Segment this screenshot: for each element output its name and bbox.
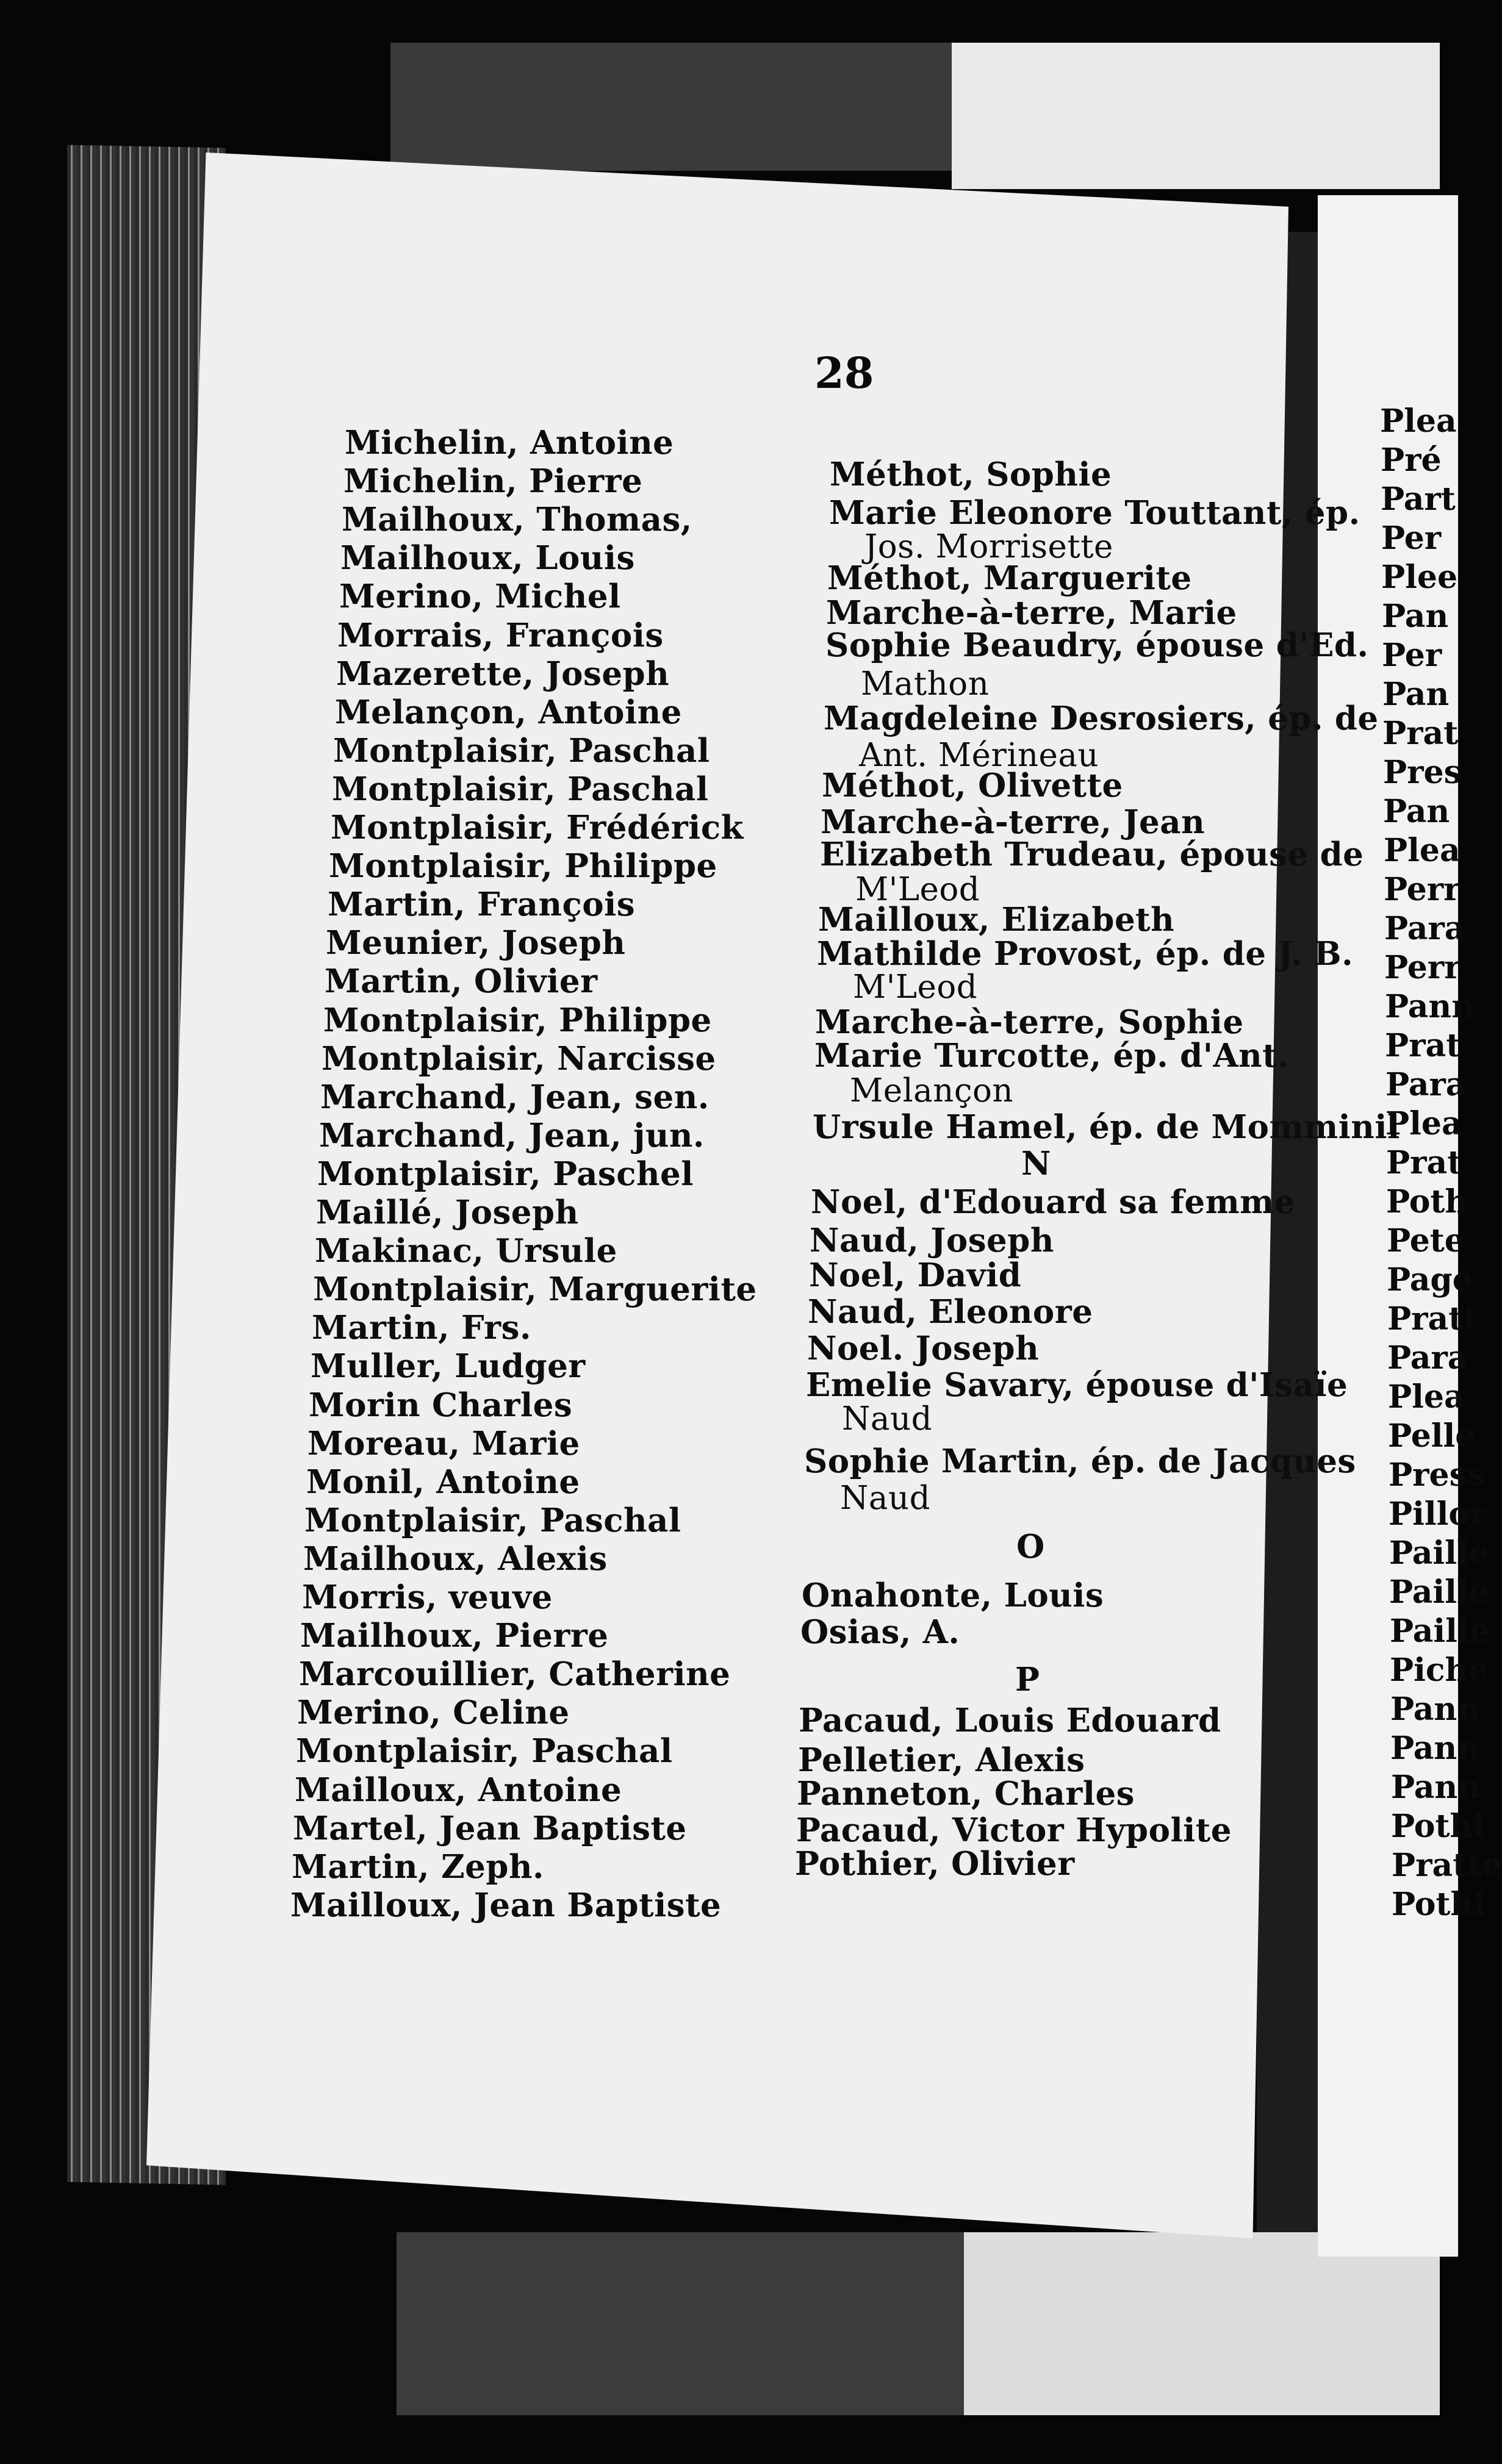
page-number: 28	[814, 348, 874, 398]
name-entry: Mathilde Provost, ép. de J. B.	[817, 935, 1354, 973]
name-entry: Mailhoux, Thomas,	[342, 501, 692, 539]
section-letter: N	[1021, 1145, 1051, 1183]
name-entry: Pothier, Olivier	[795, 1845, 1075, 1883]
name-entry: Melançon, Antoine	[335, 693, 682, 731]
adjacent-page-line: Para	[1385, 1066, 1467, 1103]
name-entry: Naud, Joseph	[810, 1222, 1054, 1259]
name-entry: Sophie Martin, ép. de Jacques	[804, 1442, 1356, 1480]
adjacent-page-line: Pann	[1391, 1769, 1481, 1806]
name-entry: Makinac, Ursule	[315, 1232, 617, 1270]
adjacent-page-line: Para	[1384, 910, 1465, 947]
name-entry: Naud, Eleonore	[808, 1293, 1093, 1331]
adjacent-page-line: Para	[1387, 1339, 1468, 1377]
name-entry: Méthot, Marguerite	[827, 559, 1192, 597]
name-entry: Mazerette, Joseph	[336, 655, 670, 693]
adjacent-page-line: Plea	[1388, 1378, 1465, 1416]
name-entry: Mailhoux, Pierre	[300, 1617, 609, 1655]
name-entry: Monil, Antoine	[306, 1463, 580, 1501]
name-entry: Martin, François	[328, 886, 636, 923]
name-entry: Montplaisir, Marguerite	[313, 1270, 757, 1308]
name-entry: Montplaisir, Paschal	[296, 1732, 673, 1770]
name-entry: Méthot, Olivette	[822, 767, 1123, 804]
adjacent-page-line: Plea	[1380, 403, 1457, 440]
name-entry: Meunier, Joseph	[326, 924, 626, 962]
adjacent-page-line: Pagé	[1387, 1261, 1473, 1298]
name-entry: Martel, Jean Baptiste	[293, 1810, 687, 1847]
adjacent-page-line: Piche	[1390, 1652, 1489, 1689]
adjacent-page-line: Pothi	[1392, 1886, 1486, 1923]
adjacent-page-line: Pann	[1385, 988, 1475, 1025]
name-entry: Mailloux, Elizabeth	[818, 901, 1175, 939]
adjacent-page-line: Per	[1381, 520, 1442, 557]
name-entry: Martin, Zeph.	[292, 1848, 544, 1886]
name-entry: Martin, Olivier	[325, 962, 598, 1000]
name-entry: Montplaisir, Paschal	[304, 1502, 681, 1539]
name-entry: Marie Eleonore Touttant, ép.	[829, 494, 1360, 532]
adjacent-page-line: Pann	[1390, 1691, 1481, 1728]
entry-continuation: Mathon	[861, 665, 990, 703]
name-entry: Magdeleine Desrosiers, ép. de	[824, 700, 1379, 737]
name-entry: Mailloux, Antoine	[295, 1771, 622, 1809]
name-entry: Maillé, Joseph	[316, 1194, 579, 1231]
entry-continuation: Jos. Morrisette	[864, 528, 1113, 565]
name-entry: Mailloux, Jean Baptiste	[290, 1886, 722, 1924]
name-entry: Montplaisir, Philippe	[323, 1001, 712, 1039]
adjacent-page-line: Paille	[1389, 1535, 1489, 1572]
adjacent-page-line: Pothi	[1391, 1808, 1485, 1845]
adjacent-page-line: Prat	[1386, 1144, 1462, 1181]
name-entry: Noel. Joseph	[807, 1330, 1040, 1367]
adjacent-page-line: Perr	[1384, 871, 1461, 908]
name-entry: Morrais, François	[337, 617, 664, 654]
name-entry: Montplaisir, Paschel	[317, 1155, 694, 1193]
name-entry: Moreau, Marie	[307, 1425, 580, 1463]
adjacent-page-line: Pré	[1381, 442, 1442, 479]
adjacent-page-line: Plea	[1384, 832, 1461, 869]
name-entry: Merino, Michel	[339, 578, 621, 615]
adjacent-page-line: Pratte	[1392, 1847, 1502, 1884]
name-entry: Martin, Frs.	[312, 1309, 531, 1347]
name-entry: Ursule Hamel, ép. de Momminil	[813, 1108, 1400, 1146]
name-entry: Michelin, Pierre	[343, 462, 643, 500]
name-entry: Montplaisir, Frédérick	[331, 809, 744, 847]
name-entry: Morris, veuve	[302, 1578, 553, 1616]
bottom-scan-strip-light	[964, 2232, 1440, 2415]
adjacent-page-line: Pan	[1383, 793, 1450, 830]
adjacent-page-line: Prat	[1382, 715, 1459, 752]
name-entry: Marchand, Jean, sen.	[320, 1078, 710, 1116]
adjacent-page-line: Pan	[1382, 598, 1449, 635]
adjacent-page-line: Pratt	[1387, 1300, 1478, 1338]
name-entry: Marche-à-terre, Jean	[821, 803, 1206, 841]
name-entry: Marcouillier, Catherine	[299, 1655, 731, 1693]
name-entry: Mailhoux, Alexis	[303, 1540, 608, 1578]
adjacent-page-line: Pelle	[1388, 1417, 1476, 1455]
section-letter: O	[1016, 1528, 1045, 1566]
name-entry: Méthot, Sophie	[830, 456, 1112, 493]
adjacent-page-line: Pillor	[1389, 1495, 1487, 1533]
adjacent-page-line: Prat	[1385, 1027, 1461, 1064]
name-entry: Montplaisir, Paschal	[332, 770, 709, 808]
adjacent-page-line: Pres	[1383, 754, 1462, 791]
adjacent-page-line: Part	[1381, 481, 1456, 518]
name-entry: Montplaisir, Narcisse	[322, 1040, 716, 1078]
adjacent-page-line: Perr	[1384, 949, 1461, 986]
name-entry: Muller, Ludger	[311, 1347, 586, 1385]
adjacent-page-line: Pete	[1387, 1222, 1465, 1259]
adjacent-page-line: Pann	[1390, 1730, 1481, 1767]
name-entry: Panneton, Charles	[797, 1775, 1135, 1813]
adjacent-page-line: Plea	[1385, 1105, 1462, 1142]
adjacent-page-line: Per	[1382, 637, 1442, 674]
name-entry: Pelletier, Alexis	[798, 1741, 1085, 1779]
name-entry: Pacaud, Louis Edouard	[799, 1702, 1221, 1739]
entry-continuation: Naud	[840, 1480, 931, 1517]
name-entry: Montplaisir, Paschal	[333, 732, 710, 770]
adjacent-page-line: Plee	[1381, 559, 1458, 596]
name-entry: Mailhoux, Louis	[340, 539, 635, 577]
adjacent-page-line: Poth	[1386, 1183, 1468, 1220]
name-entry: Elizabeth Trudeau, épouse de	[820, 836, 1364, 873]
section-letter: P	[1015, 1661, 1040, 1699]
adjacent-page-line: Press	[1389, 1456, 1486, 1494]
name-entry: Marche-à-terre, Marie	[826, 594, 1237, 632]
top-scan-strip	[390, 43, 958, 171]
name-entry: Michelin, Antoine	[345, 424, 674, 462]
name-entry: Marche-à-terre, Sophie	[815, 1003, 1244, 1041]
top-scan-strip-light	[952, 43, 1440, 189]
name-entry: Sophie Beaudry, épouse d'Ed.	[825, 626, 1369, 664]
name-entry: Marie Turcotte, ép. d'Ant.	[814, 1037, 1290, 1075]
name-entry: Pacaud, Victor Hypolite	[796, 1811, 1232, 1849]
adjacent-page-line: Paille	[1389, 1574, 1489, 1611]
name-entry: Marchand, Jean, jun.	[319, 1117, 705, 1155]
adjacent-page-line: Pan	[1382, 676, 1450, 713]
bottom-scan-strip	[397, 2232, 964, 2415]
name-entry: Emelie Savary, épouse d'Isaïe	[806, 1366, 1348, 1404]
entry-continuation: M'Leod	[855, 871, 980, 908]
name-entry: Merino, Celine	[297, 1694, 570, 1732]
name-entry: Montplaisir, Philippe	[329, 847, 717, 885]
adjacent-page-line: Paille	[1390, 1613, 1490, 1650]
name-entry: Noel, David	[809, 1256, 1022, 1294]
entry-continuation: Melançon	[850, 1072, 1014, 1109]
name-entry: Onahonte, Louis	[802, 1577, 1104, 1614]
entry-continuation: Ant. Mérineau	[859, 737, 1099, 774]
name-entry: Noel, d'Edouard sa femme	[811, 1183, 1295, 1221]
name-entry: Osias, A.	[800, 1613, 960, 1651]
name-entry: Morin Charles	[309, 1386, 573, 1424]
entry-continuation: M'Leod	[853, 969, 978, 1006]
entry-continuation: Naud	[842, 1400, 933, 1438]
